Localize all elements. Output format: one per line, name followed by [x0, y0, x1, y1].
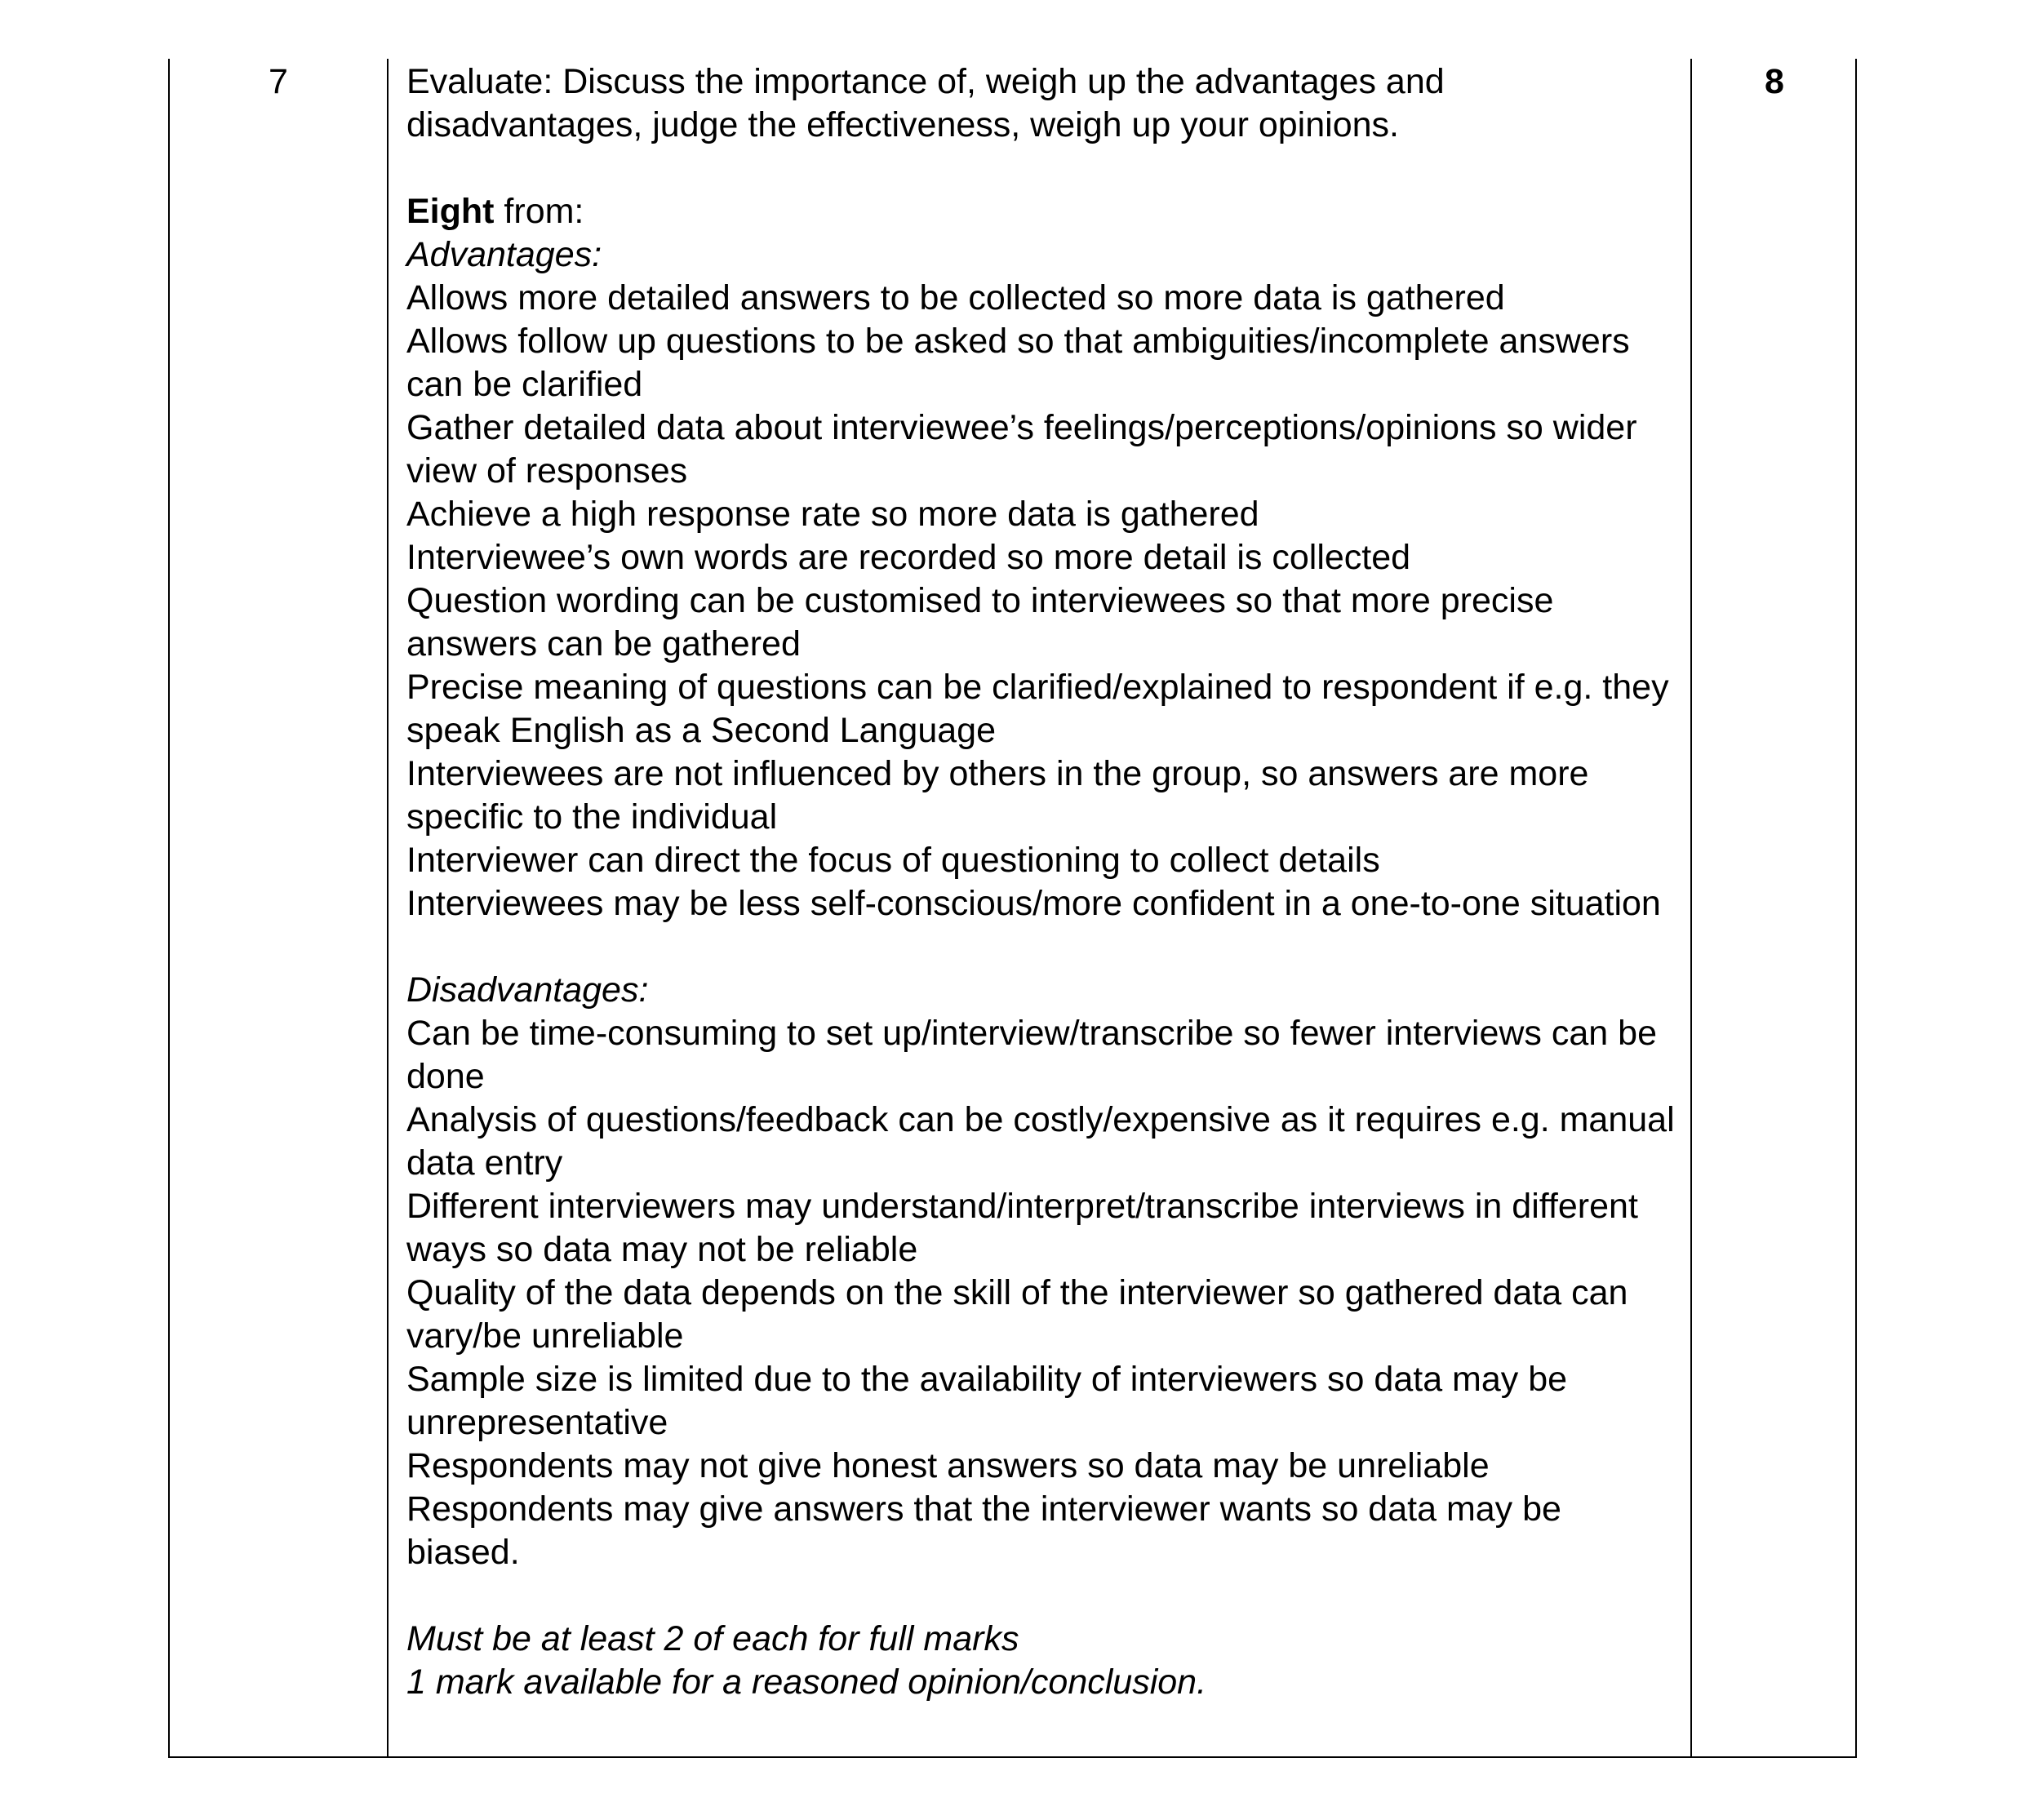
advantage-item: Gather detailed data about interviewee’s feelings/perceptions/opinions so wider view of responses	[406, 408, 1637, 491]
marking-note: 1 mark available for a reasoned opinion/conclusion.	[406, 1662, 1207, 1702]
advantage-item: Interviewee’s own words are recorded so more detail is collected	[406, 538, 1411, 577]
advantage-item: Achieve a high response rate so more data is gathered	[406, 495, 1259, 534]
advantage-item: Precise meaning of questions can be clarified/explained to respondent if e.g. they speak English as a Second Language	[406, 668, 1669, 750]
disadvantage-item: Can be time-consuming to set up/interview/transcribe so fewer interviews can be done	[406, 1014, 1657, 1096]
selection-count: Eight	[406, 192, 495, 231]
advantage-item: Interviewer can direct the focus of questioning to collect details	[406, 841, 1380, 880]
column-divider	[1690, 59, 1692, 1756]
advantage-item: Interviewees are not influenced by others in the group, so answers are more specific to the individual	[406, 754, 1589, 837]
selection-rest: from:	[494, 192, 584, 231]
advantage-item: Question wording can be customised to interviewees so that more precise answers can be gathered	[406, 581, 1554, 664]
advantages-heading: Advantages:	[406, 235, 602, 274]
disadvantage-item: Analysis of questions/feedback can be costly/expensive as it requires e.g. manual data entry	[406, 1100, 1675, 1183]
advantage-item: Allows more detailed answers to be collected so more data is gathered	[406, 278, 1505, 317]
disadvantage-item: Respondents may give answers that the interviewer wants so data may be biased.	[406, 1489, 1561, 1572]
answer-cell	[406, 60, 1684, 1704]
command-definition: Evaluate: Discuss the importance of, weigh up the advantages and disadvantages, judge the effectiveness, weigh up your opinions.	[406, 62, 1445, 144]
question-number: 7	[269, 62, 288, 101]
selection-instruction	[406, 190, 1684, 233]
disadvantage-item: Sample size is limited due to the availability of interviewers so data may be unrepresentative	[406, 1360, 1568, 1442]
mark-scheme-table	[168, 59, 1857, 1758]
column-divider	[387, 59, 389, 1756]
disadvantage-item: Different interviewers may understand/interpret/transcribe interviews in different ways so data may not be reliable	[406, 1187, 1638, 1269]
advantage-item: Interviewees may be less self-conscious/more confident in a one-to-one situation	[406, 884, 1661, 923]
advantage-item: Allows follow up questions to be asked so that ambiguities/incomplete answers can be clarified	[406, 322, 1630, 404]
marks-value: 8	[1765, 62, 1784, 101]
disadvantage-item: Quality of the data depends on the skill of the interviewer so gathered data can vary/be unreliable	[406, 1273, 1628, 1356]
disadvantages-heading: Disadvantages:	[406, 970, 649, 1010]
disadvantage-item: Respondents may not give honest answers so data may be unreliable	[406, 1446, 1490, 1485]
marking-note: Must be at least 2 of each for full marks	[406, 1619, 1019, 1658]
